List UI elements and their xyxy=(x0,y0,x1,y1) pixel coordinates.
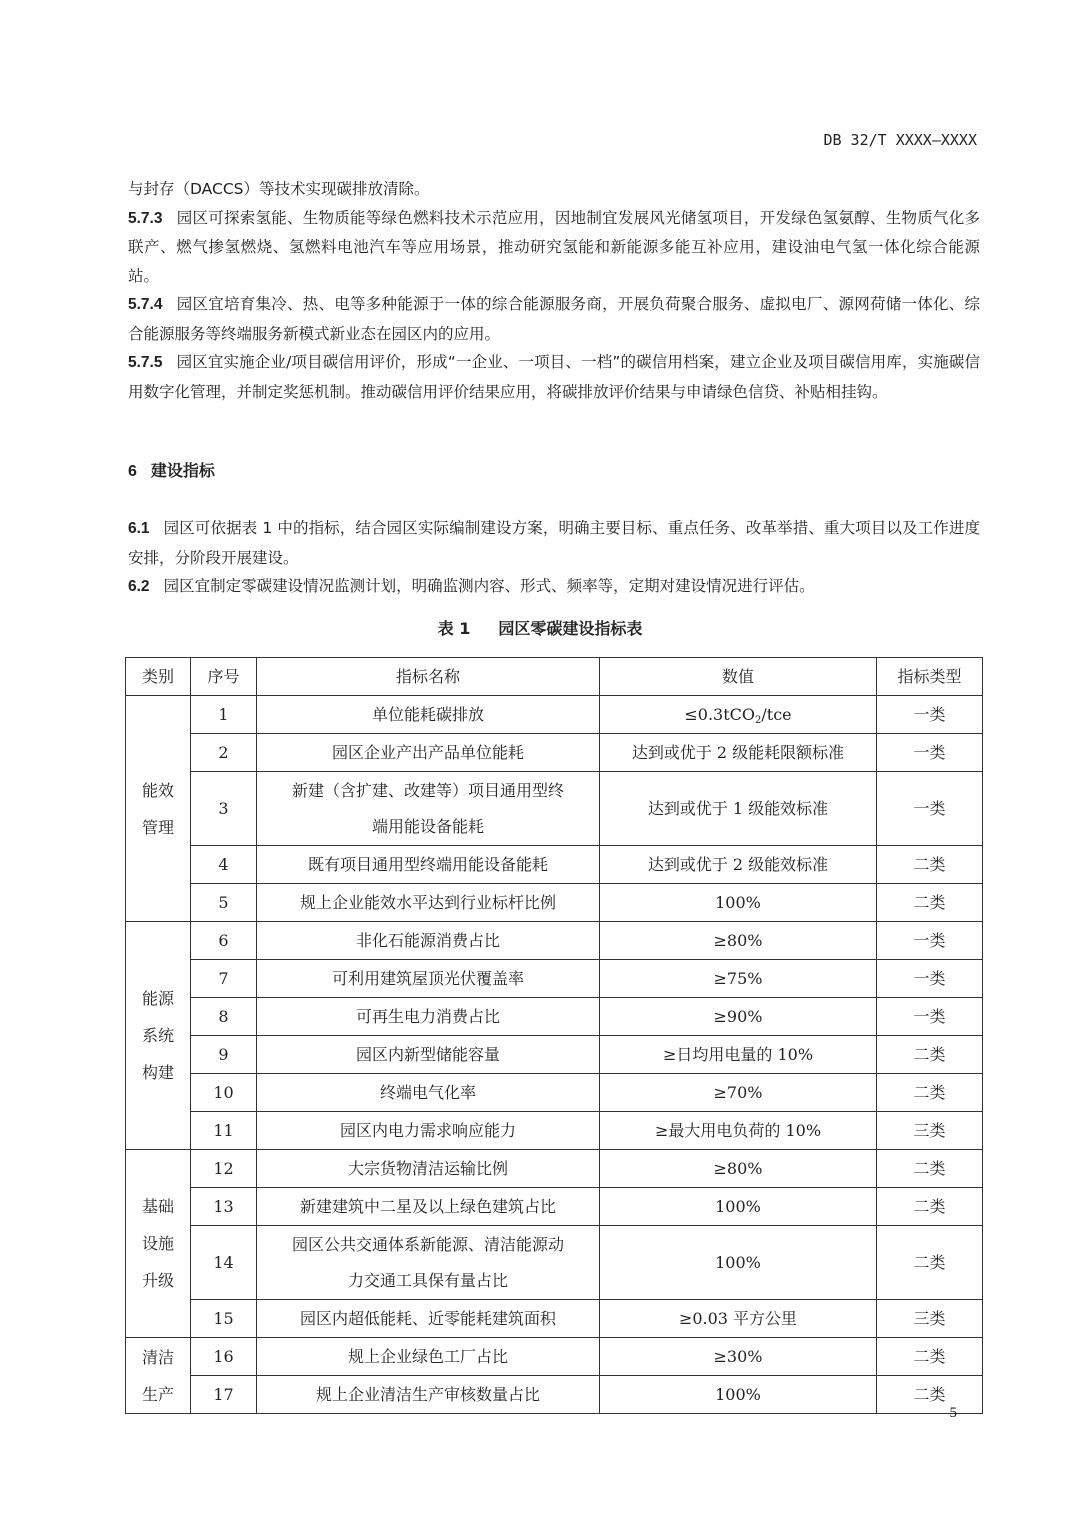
indicator-value: 100% xyxy=(600,1376,877,1414)
category-line: 升级 xyxy=(141,1271,174,1290)
clause-6-2 xyxy=(128,572,980,602)
row-number: 13 xyxy=(191,1188,257,1226)
section-title: 建设指标 xyxy=(150,461,215,480)
row-number: 14 xyxy=(191,1226,257,1300)
row-number: 11 xyxy=(191,1112,257,1150)
row-number: 7 xyxy=(191,960,257,998)
category-cell xyxy=(126,1338,191,1414)
indicator-name: 园区内超低能耗、近零能耗建筑面积 xyxy=(257,1300,600,1338)
indicator-value xyxy=(600,696,877,734)
table-caption xyxy=(0,616,1080,639)
header-number: 序号 xyxy=(191,658,257,696)
page-number: 5 xyxy=(949,1405,957,1421)
table-row xyxy=(126,734,983,772)
indicator-value: ≥90% xyxy=(600,998,877,1036)
clause-text: 园区宜培育集冷、热、电等多种能源于一体的综合能源服务商，开展负荷聚合服务、虚拟电厂、源网荷储一体化、综合能源服务等终端服务新模式新业态在园区内的应用。 xyxy=(128,295,980,343)
indicator-name: 非化石能源消费占比 xyxy=(257,922,600,960)
indicator-type: 二类 xyxy=(877,1376,983,1414)
table-caption-title: 园区零碳建设指标表 xyxy=(498,619,643,638)
header-value: 数值 xyxy=(600,658,877,696)
paragraph-continuation xyxy=(128,175,980,204)
table-row xyxy=(126,846,983,884)
table-row xyxy=(126,1376,983,1414)
table-row xyxy=(126,1188,983,1226)
indicator-value: 100% xyxy=(600,884,877,922)
category-line: 管理 xyxy=(141,817,174,837)
clause-block-5-7 xyxy=(128,175,980,406)
category-line: 清洁 xyxy=(141,1347,174,1367)
indicator-value: 100% xyxy=(600,1188,877,1226)
indicator-type: 一类 xyxy=(877,960,983,998)
header-indicator-type: 指标类型 xyxy=(877,658,983,696)
indicator-type: 一类 xyxy=(877,696,983,734)
indicator-name: 新建建筑中二星及以上绿色建筑占比 xyxy=(257,1188,600,1226)
header-category: 类别 xyxy=(126,658,191,696)
clause-number: 6.2 xyxy=(128,578,150,595)
indicator-table xyxy=(125,657,983,1414)
table-row xyxy=(126,696,983,734)
table-row xyxy=(126,998,983,1036)
indicator-type: 三类 xyxy=(877,1112,983,1150)
clause-number: 5.7.5 xyxy=(128,354,163,371)
indicator-value: 达到或优于 2 级能效标准 xyxy=(600,846,877,884)
indicator-name: 园区企业产出产品单位能耗 xyxy=(257,734,600,772)
row-number: 2 xyxy=(191,734,257,772)
category-line: 构建 xyxy=(141,1063,174,1082)
indicator-name: 既有项目通用型终端用能设备能耗 xyxy=(257,846,600,884)
value-prefix: ≤0.3tCO xyxy=(684,705,755,724)
category-line: 基础 xyxy=(141,1197,174,1216)
indicator-type: 二类 xyxy=(877,1074,983,1112)
indicator-value: 达到或优于 1 级能效标准 xyxy=(600,772,877,846)
row-number: 4 xyxy=(191,846,257,884)
indicator-name xyxy=(257,772,600,846)
indicator-name: 园区内电力需求响应能力 xyxy=(257,1112,600,1150)
category-line: 能效 xyxy=(141,780,174,800)
section-heading xyxy=(128,458,215,481)
indicator-name-line: 新建（含扩建、改建等）项目通用型终 xyxy=(291,780,564,800)
category-cell xyxy=(126,696,191,922)
row-number: 3 xyxy=(191,772,257,846)
indicator-name: 规上企业清洁生产审核数量占比 xyxy=(257,1376,600,1414)
table-row xyxy=(126,1300,983,1338)
section-number: 6 xyxy=(128,463,137,480)
table-row xyxy=(126,1074,983,1112)
category-line: 能源 xyxy=(141,989,174,1008)
indicator-value: ≥70% xyxy=(600,1074,877,1112)
indicator-type: 二类 xyxy=(877,1188,983,1226)
clause-6-1 xyxy=(128,514,980,572)
row-number: 17 xyxy=(191,1376,257,1414)
table-header-row xyxy=(126,658,983,696)
indicator-type: 一类 xyxy=(877,772,983,846)
category-line: 生产 xyxy=(141,1384,174,1404)
indicator-name: 单位能耗碳排放 xyxy=(257,696,600,734)
value-subscript: 2 xyxy=(755,715,762,726)
indicator-value: ≥80% xyxy=(600,922,877,960)
category-line: 设施 xyxy=(141,1234,174,1253)
indicator-value: ≥80% xyxy=(600,1150,877,1188)
category-cell xyxy=(126,922,191,1150)
paragraph-text: 与封存（DACCS）等技术实现碳排放清除。 xyxy=(128,180,430,198)
table-row xyxy=(126,1036,983,1074)
indicator-value: ≥0.03 平方公里 xyxy=(600,1300,877,1338)
row-number: 1 xyxy=(191,696,257,734)
indicator-name: 规上企业能效水平达到行业标杆比例 xyxy=(257,884,600,922)
row-number: 15 xyxy=(191,1300,257,1338)
clause-text: 园区宜制定零碳建设情况监测计划，明确监测内容、形式、频率等，定期对建设情况进行评估。 xyxy=(163,577,815,595)
indicator-name xyxy=(257,1226,600,1300)
indicator-name: 终端电气化率 xyxy=(257,1074,600,1112)
indicator-name: 可利用建筑屋顶光伏覆盖率 xyxy=(257,960,600,998)
indicator-value: ≥75% xyxy=(600,960,877,998)
table-row xyxy=(126,1338,983,1376)
clause-text: 园区宜实施企业/项目碳信用评价，形成“一企业、一项目、一档”的碳信用档案，建立企业及项目碳信用库，实施碳信用数字化管理，并制定奖惩机制。推动碳信用评价结果应用，将碳排放评价结果与申请绿色信贷、补贴相挂钩。 xyxy=(128,353,980,401)
indicator-type: 三类 xyxy=(877,1300,983,1338)
clause-number: 5.7.4 xyxy=(128,296,163,313)
clause-5-7-5 xyxy=(128,348,980,406)
indicator-type: 一类 xyxy=(877,922,983,960)
table-row xyxy=(126,960,983,998)
indicator-name-line: 端用能设备能耗 xyxy=(371,816,484,836)
table-row xyxy=(126,884,983,922)
table-row xyxy=(126,1226,983,1300)
indicator-name: 规上企业绿色工厂占比 xyxy=(257,1338,600,1376)
category-line: 系统 xyxy=(141,1026,174,1045)
indicator-name: 可再生电力消费占比 xyxy=(257,998,600,1036)
clause-text: 园区可探索氢能、生物质能等绿色燃料技术示范应用，因地制宜发展风光储氢项目，开发绿色氢氨醇、生物质气化多联产、燃气掺氢燃烧、氢燃料电池汽车等应用场景，推动研究氢能和新能源多能互补应用，建设油电气氢一体化综合能源站。 xyxy=(128,208,980,285)
indicator-value: ≥日均用电量的 10% xyxy=(600,1036,877,1074)
indicator-type: 一类 xyxy=(877,734,983,772)
indicator-type: 二类 xyxy=(877,884,983,922)
indicator-value: ≥最大用电负荷的 10% xyxy=(600,1112,877,1150)
row-number: 5 xyxy=(191,884,257,922)
header-indicator-name: 指标名称 xyxy=(257,658,600,696)
indicator-type: 一类 xyxy=(877,998,983,1036)
clause-text: 园区可依据表 1 中的指标，结合园区实际编制建设方案，明确主要目标、重点任务、改革举措、重大项目以及工作进度安排，分阶段开展建设。 xyxy=(128,519,980,567)
indicator-name: 大宗货物清洁运输比例 xyxy=(257,1150,600,1188)
document-code: DB 32/T XXXX—XXXX xyxy=(823,131,977,149)
indicator-name-line: 力交通工具保有量占比 xyxy=(347,1270,508,1290)
indicator-value: 100% xyxy=(600,1226,877,1300)
table-caption-number: 表 1 xyxy=(437,619,471,638)
table-row xyxy=(126,1112,983,1150)
clause-block-6 xyxy=(128,514,980,602)
indicator-value: ≥30% xyxy=(600,1338,877,1376)
row-number: 16 xyxy=(191,1338,257,1376)
row-number: 9 xyxy=(191,1036,257,1074)
indicator-name-line: 园区公共交通体系新能源、清洁能源动 xyxy=(291,1234,564,1254)
clause-5-7-3 xyxy=(128,204,980,291)
clause-number: 6.1 xyxy=(128,520,150,537)
row-number: 10 xyxy=(191,1074,257,1112)
clause-number: 5.7.3 xyxy=(128,209,163,227)
table-row xyxy=(126,772,983,846)
value-suffix: /tce xyxy=(761,705,792,724)
indicator-value: 达到或优于 2 级能耗限额标准 xyxy=(600,734,877,772)
indicator-type: 二类 xyxy=(877,1226,983,1300)
row-number: 6 xyxy=(191,922,257,960)
indicator-type: 二类 xyxy=(877,846,983,884)
clause-5-7-4 xyxy=(128,290,980,348)
table-row xyxy=(126,922,983,960)
category-cell xyxy=(126,1150,191,1338)
indicator-type: 二类 xyxy=(877,1150,983,1188)
indicator-name: 园区内新型储能容量 xyxy=(257,1036,600,1074)
table-row xyxy=(126,1150,983,1188)
indicator-type: 二类 xyxy=(877,1036,983,1074)
row-number: 8 xyxy=(191,998,257,1036)
indicator-type: 二类 xyxy=(877,1338,983,1376)
row-number: 12 xyxy=(191,1150,257,1188)
